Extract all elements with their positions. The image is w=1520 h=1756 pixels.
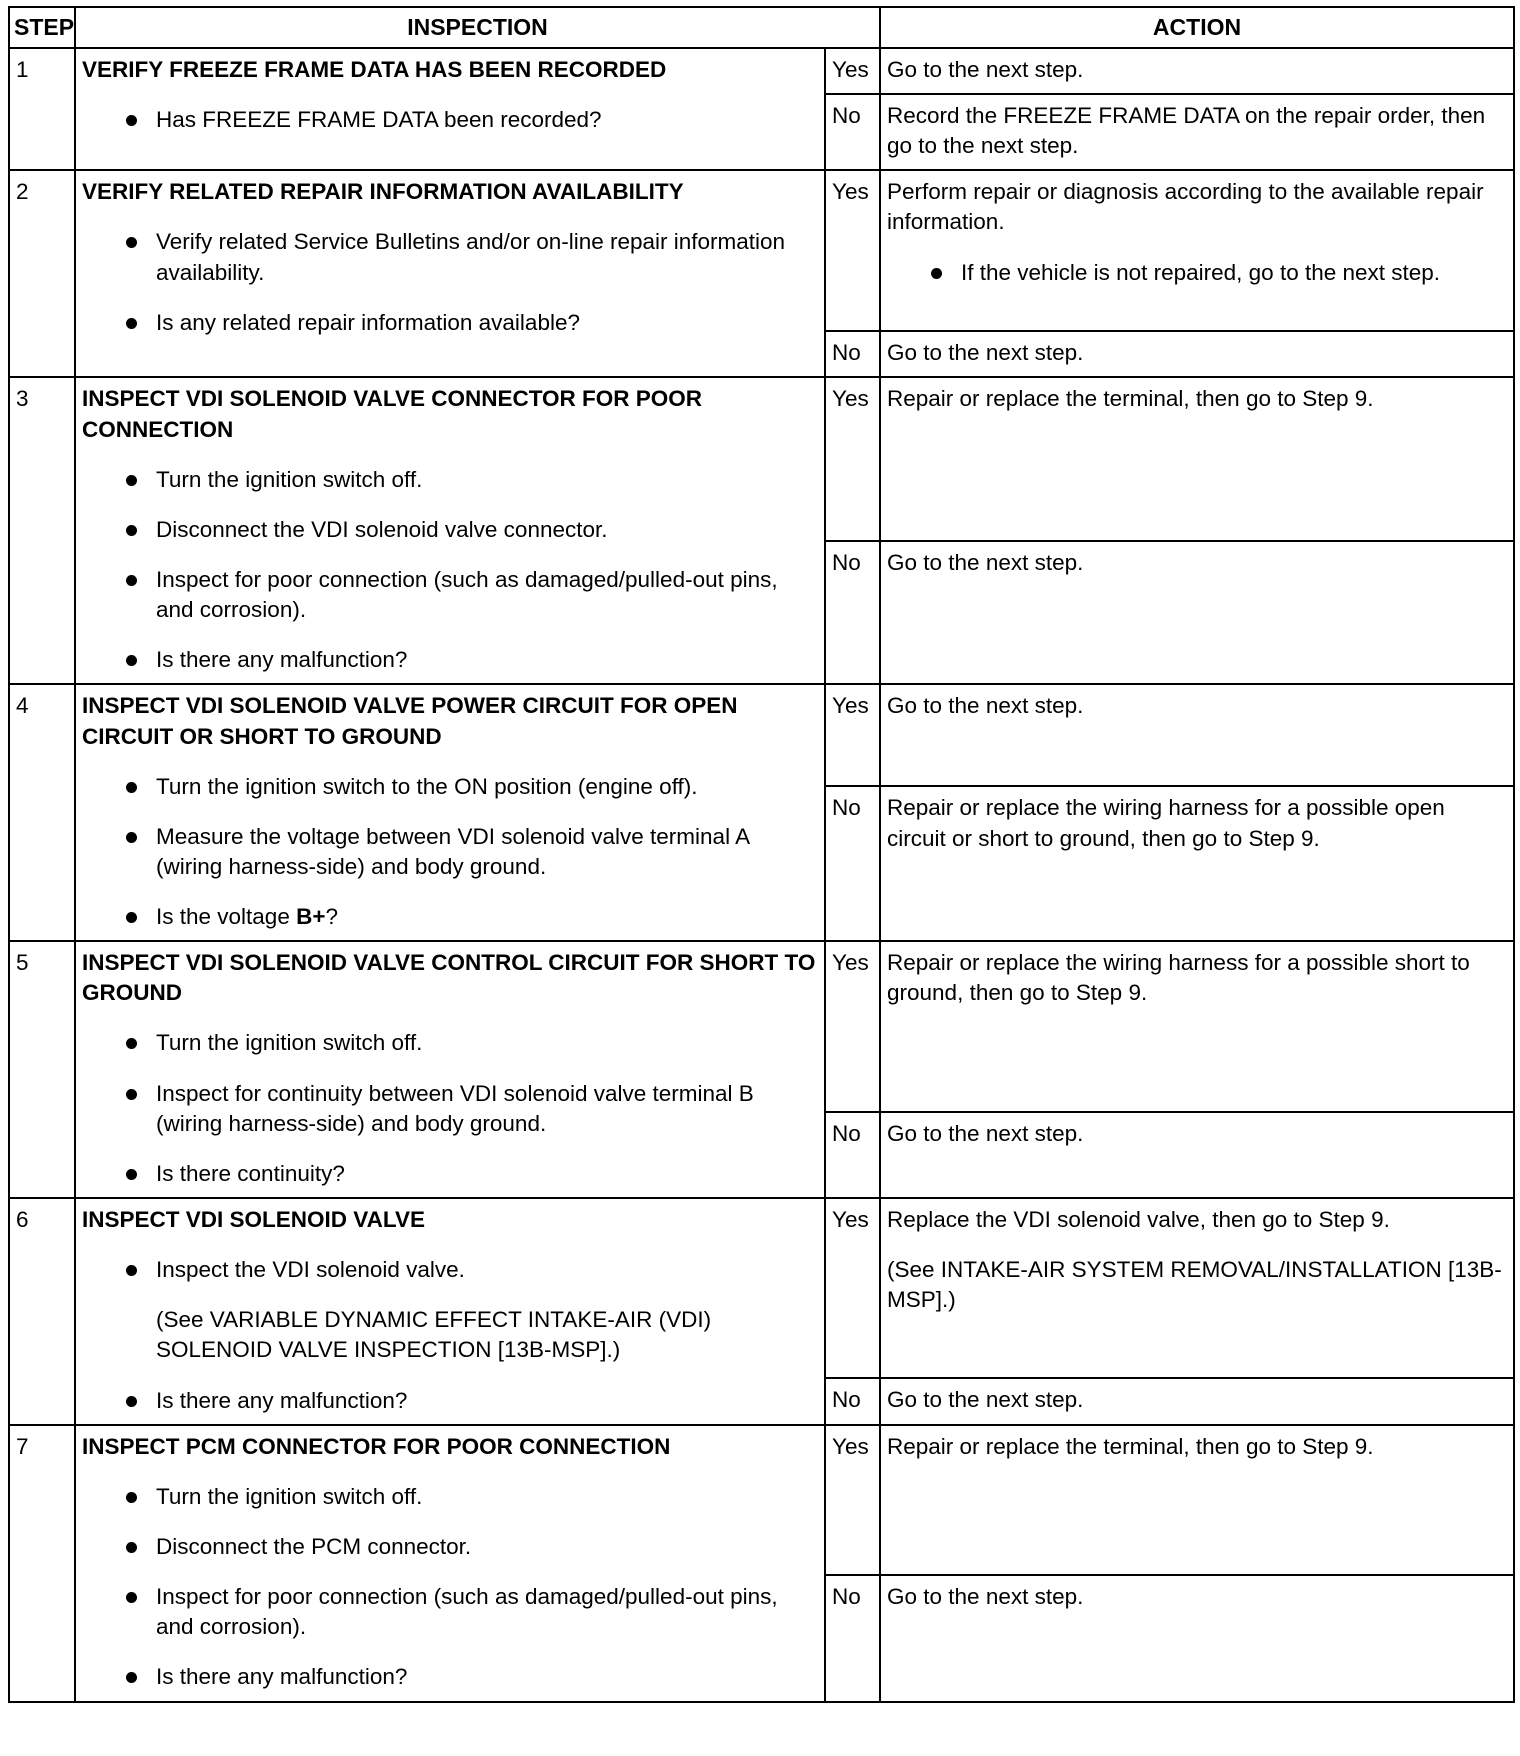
inspection-list <box>82 1386 818 1416</box>
inspection-item: Verify related Service Bulletins and/or on-line repair information availability. <box>82 227 818 287</box>
header-action: ACTION <box>880 7 1514 48</box>
yes-label: Yes <box>825 684 880 786</box>
step-row <box>9 1198 1514 1378</box>
step-row <box>9 170 1514 331</box>
header-step: STEP <box>9 7 75 48</box>
no-label: No <box>825 1112 880 1198</box>
inspection-item: Is the voltage B+? <box>82 902 818 932</box>
step-title: VERIFY RELATED REPAIR INFORMATION AVAILABILITY <box>82 179 684 205</box>
bullet-icon <box>126 115 137 126</box>
step-number: 2 <box>9 170 75 377</box>
step-row <box>9 941 1514 1112</box>
yes-action: Repair or replace the wiring harness for a possible short to ground, then go to Step 9. <box>880 941 1514 1112</box>
reference-note: (See INTAKE-AIR SYSTEM REMOVAL/INSTALLATION [13B-MSP].) <box>887 1257 1502 1313</box>
no-label: No <box>825 786 880 941</box>
inspection-cell <box>75 684 825 941</box>
inspection-item: Inspect the VDI solenoid valve. <box>82 1255 818 1285</box>
yes-label: Yes <box>825 377 880 541</box>
inspection-cell <box>75 170 825 377</box>
inspection-list <box>82 227 818 337</box>
no-label: No <box>825 94 880 170</box>
inspection-item: Is there any malfunction? <box>82 1386 818 1416</box>
bullet-icon <box>126 1592 137 1603</box>
yes-label: Yes <box>825 1425 880 1575</box>
inspection-cell <box>75 1198 825 1425</box>
bullet-icon <box>126 655 137 666</box>
inspection-cell <box>75 1425 825 1702</box>
inspection-list <box>82 465 818 676</box>
step-number: 5 <box>9 941 75 1198</box>
yes-action-cell <box>880 1198 1514 1378</box>
inspection-list <box>82 105 818 135</box>
step-number: 4 <box>9 684 75 941</box>
step-number: 6 <box>9 1198 75 1425</box>
no-action: Record the FREEZE FRAME DATA on the repair order, then go to the next step. <box>880 94 1514 170</box>
step-title: INSPECT VDI SOLENOID VALVE CONNECTOR FOR POOR CONNECTION <box>82 386 703 442</box>
step-number: 3 <box>9 377 75 684</box>
inspection-cell <box>75 941 825 1198</box>
yes-action: Repair or replace the terminal, then go to Step 9. <box>880 1425 1514 1575</box>
header-inspection: INSPECTION <box>75 7 880 48</box>
step-title: INSPECT PCM CONNECTOR FOR POOR CONNECTION <box>82 1433 671 1459</box>
inspection-item: Is any related repair information available? <box>82 308 818 338</box>
yes-action: Perform repair or diagnosis according to the available repair information. <box>887 179 1484 235</box>
table-header-row <box>9 7 1514 48</box>
step-number: 1 <box>9 48 75 170</box>
inspection-item: Turn the ignition switch off. <box>82 465 818 495</box>
diagnostic-procedure-page <box>8 6 1513 1703</box>
yes-action-cell <box>880 170 1514 331</box>
no-action: Repair or replace the wiring harness for a possible open circuit or short to ground, then go to Step 9. <box>880 786 1514 941</box>
yes-action: Replace the VDI solenoid valve, then go to Step 9. <box>887 1207 1390 1233</box>
bullet-icon <box>126 1038 137 1049</box>
inspection-item: Is there continuity? <box>82 1159 818 1189</box>
inspection-list <box>82 1028 818 1189</box>
no-label: No <box>825 331 880 377</box>
yes-label: Yes <box>825 48 880 94</box>
no-label: No <box>825 1378 880 1425</box>
inspection-item: Inspect for poor connection (such as damaged/pulled-out pins, and corrosion). <box>82 1582 818 1642</box>
inspection-item: Inspect for continuity between VDI solenoid valve terminal B (wiring harness-side) and body ground. <box>82 1079 818 1139</box>
inspection-item: Disconnect the PCM connector. <box>82 1532 818 1562</box>
yes-label: Yes <box>825 170 880 331</box>
inspection-cell <box>75 48 825 170</box>
step-title: VERIFY FREEZE FRAME DATA HAS BEEN RECORDED <box>82 56 667 82</box>
bullet-icon <box>126 1492 137 1503</box>
inspection-item: Measure the voltage between VDI solenoid valve terminal A (wiring harness-side) and body ground. <box>82 822 818 882</box>
bullet-icon <box>126 1089 137 1100</box>
inspection-item: Turn the ignition switch off. <box>82 1028 818 1058</box>
bullet-icon <box>126 318 137 329</box>
inspection-cell <box>75 377 825 684</box>
no-label: No <box>825 1575 880 1702</box>
no-action: Go to the next step. <box>880 541 1514 684</box>
bullet-icon <box>126 575 137 586</box>
bullet-icon <box>126 782 137 793</box>
inspection-item: Inspect for poor connection (such as damaged/pulled-out pins, and corrosion). <box>82 565 818 625</box>
inspection-list <box>82 1482 818 1693</box>
no-label: No <box>825 541 880 684</box>
step-title: INSPECT VDI SOLENOID VALVE POWER CIRCUIT FOR OPEN CIRCUIT OR SHORT TO GROUND <box>82 693 738 749</box>
step-title: INSPECT VDI SOLENOID VALVE CONTROL CIRCUIT FOR SHORT TO GROUND <box>82 950 816 1006</box>
no-action: Go to the next step. <box>880 331 1514 377</box>
yes-action: Repair or replace the terminal, then go to Step 9. <box>880 377 1514 541</box>
no-action: Go to the next step. <box>880 1112 1514 1198</box>
bullet-icon <box>126 1542 137 1553</box>
bullet-icon <box>126 1672 137 1683</box>
bullet-icon <box>126 832 137 843</box>
action-item: If the vehicle is not repaired, go to the next step. <box>887 258 1507 288</box>
action-list <box>887 258 1507 288</box>
yes-label: Yes <box>825 941 880 1112</box>
step-row <box>9 684 1514 786</box>
bullet-icon <box>126 475 137 486</box>
voltage-value: B+ <box>296 904 326 930</box>
yes-action: Go to the next step. <box>880 48 1514 94</box>
bullet-icon <box>126 1396 137 1407</box>
step-title: INSPECT VDI SOLENOID VALVE <box>82 1207 425 1233</box>
reference-note: (See VARIABLE DYNAMIC EFFECT INTAKE-AIR (VDI) SOLENOID VALVE INSPECTION [13B-MSP].) <box>156 1307 712 1363</box>
step-row <box>9 48 1514 94</box>
bullet-icon <box>126 525 137 536</box>
step-row <box>9 377 1514 541</box>
bullet-icon <box>126 237 137 248</box>
yes-action: Go to the next step. <box>880 684 1514 786</box>
inspection-item: Turn the ignition switch off. <box>82 1482 818 1512</box>
no-action: Go to the next step. <box>880 1378 1514 1425</box>
no-action: Go to the next step. <box>880 1575 1514 1702</box>
inspection-list <box>82 772 818 933</box>
bullet-icon <box>126 1169 137 1180</box>
bullet-icon <box>931 268 942 279</box>
step-number: 7 <box>9 1425 75 1702</box>
diagnostic-table <box>8 6 1515 1703</box>
inspection-item: Turn the ignition switch to the ON position (engine off). <box>82 772 818 802</box>
yes-label: Yes <box>825 1198 880 1378</box>
bullet-icon <box>126 1265 137 1276</box>
inspection-list <box>82 1255 818 1285</box>
inspection-item: Is there any malfunction? <box>82 645 818 675</box>
inspection-item: Is there any malfunction? <box>82 1662 818 1692</box>
step-row <box>9 1425 1514 1575</box>
bullet-icon <box>126 912 137 923</box>
inspection-item: Disconnect the VDI solenoid valve connector. <box>82 515 818 545</box>
inspection-item: Has FREEZE FRAME DATA been recorded? <box>82 105 818 135</box>
